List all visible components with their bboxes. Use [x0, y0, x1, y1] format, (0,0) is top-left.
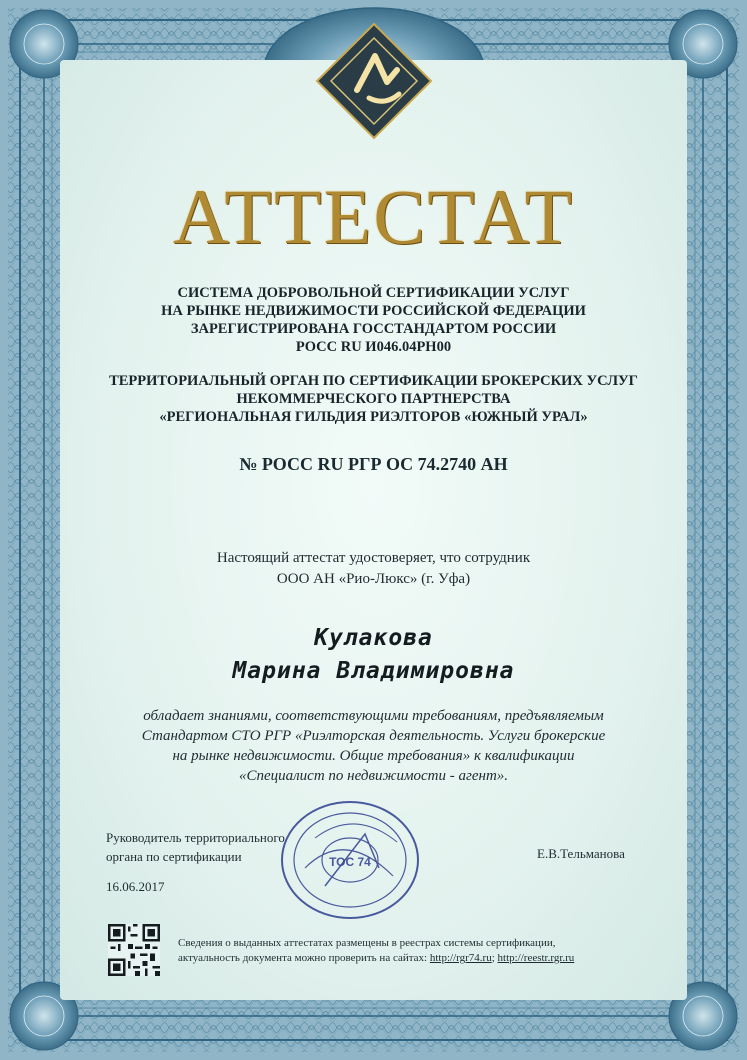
intro-line: Настоящий аттестат удостоверяет, что сотрудник	[216, 550, 531, 566]
qualification-text	[0, 706, 747, 786]
signatory-role-line: Руководитель территориального	[106, 830, 285, 845]
qualification-line: Стандартом СТО РГР «Риэлторская деятельность. Услуги брокерские	[141, 728, 606, 744]
holder-given-names: Марина Владимировна	[232, 658, 515, 684]
signatory-role-line: органа по сертификации	[106, 849, 242, 864]
system-line: ЗАРЕГИСТРИРОВАНА ГОССТАНДАРТОМ РОССИИ	[190, 321, 557, 337]
qualification-line: «Специалист по недвижимости - агент».	[238, 768, 509, 784]
company-line: ООО АН «Рио-Люкс» (г. Уфа)	[276, 571, 471, 587]
qualification-line: на рынке недвижимости. Общие требования» к квалификации	[172, 748, 575, 764]
system-line: НА РЫНКЕ НЕДВИЖИМОСТИ РОССИЙСКОЙ ФЕДЕРАЦИИ	[161, 303, 586, 319]
official-seal-stamp	[275, 798, 425, 922]
system-line: РОСС RU И046.04РН00	[295, 339, 452, 355]
certification-organ-block	[0, 372, 747, 426]
signatory-role	[106, 828, 285, 866]
registry-note-prefix: актуальность документа можно проверить на сайтах:	[178, 952, 428, 964]
organ-line: «РЕГИОНАЛЬНАЯ ГИЛЬДИЯ РИЭЛТОРОВ «ЮЖНЫЙ УРАЛ»	[159, 409, 588, 425]
registry-note	[178, 936, 658, 966]
qualification-line: обладает знаниями, соответствующими требованиям, предъявляемым	[143, 708, 604, 724]
intro-text	[0, 548, 747, 590]
issue-date: 16.06.2017	[106, 879, 165, 894]
certificate-title: АТТЕСТАТ	[172, 173, 575, 260]
signatory-name: Е.В.Тельманова	[537, 846, 625, 861]
link-separator: ;	[491, 952, 495, 964]
certification-system-block	[0, 284, 747, 356]
registry-note-line2	[178, 951, 658, 966]
holder-surname: Кулакова	[314, 625, 433, 651]
link-rgr74[interactable]: http://rgr74.ru	[429, 952, 492, 964]
organ-line: ТЕРРИТОРИАЛЬНЫЙ ОРГАН ПО СЕРТИФИКАЦИИ БРОКЕРСКИХ УСЛУГ	[109, 373, 638, 389]
organ-line: НЕКОММЕРЧЕСКОГО ПАРТНЕРСТВА	[236, 391, 511, 407]
seal-center-text: ТОС 74	[329, 855, 371, 869]
link-reestr[interactable]: http://reestr.rgr.ru	[497, 952, 575, 964]
guild-emblem-logo	[313, 20, 435, 142]
holder-name	[0, 622, 747, 688]
registration-number: № РОСС RU РГР ОС 74.2740 АН	[239, 454, 508, 474]
registry-note-line: Сведения о выданных аттестатах размещены в реестрах системы сертификации,	[178, 937, 556, 949]
system-line: СИСТЕМА ДОБРОВОЛЬНОЙ СЕРТИФИКАЦИИ УСЛУГ	[177, 285, 570, 301]
qr-code[interactable]	[108, 924, 160, 976]
